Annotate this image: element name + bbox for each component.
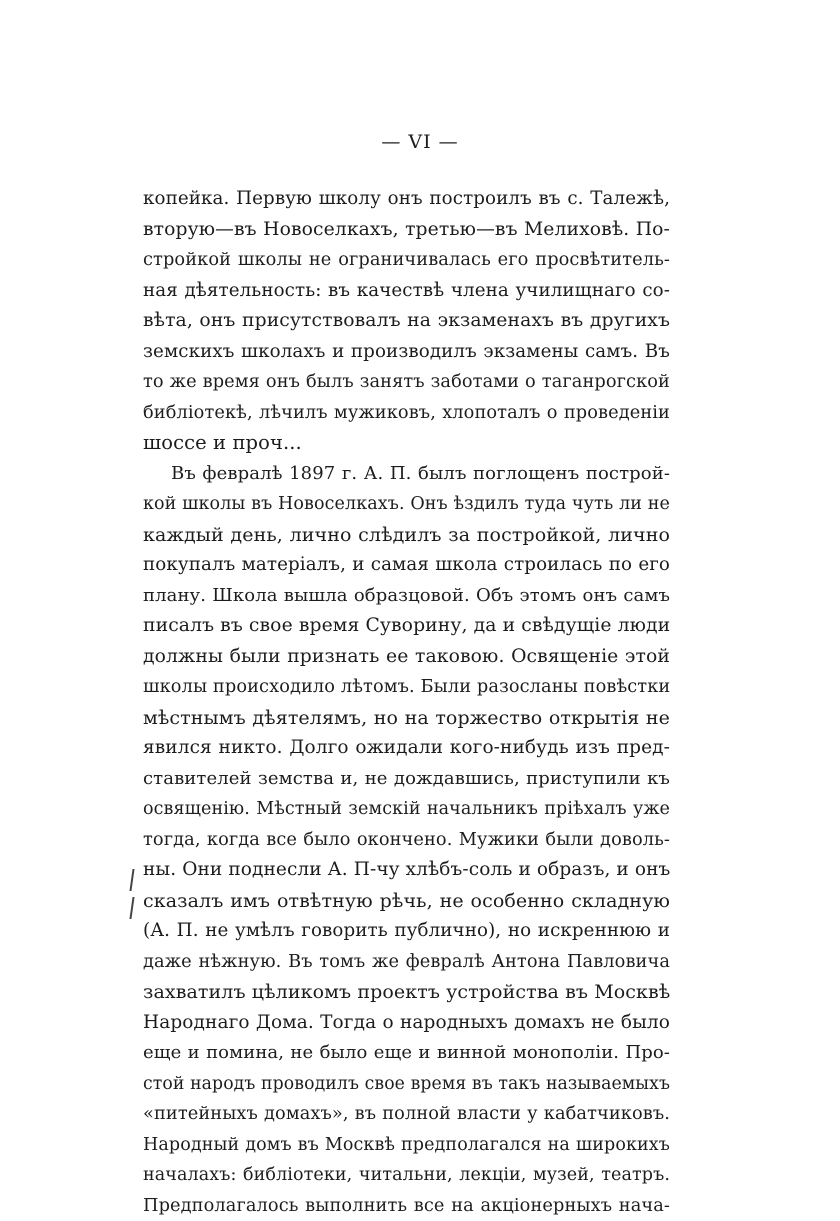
- text-line: библіотекѣ, лѣчилъ мужиковъ, хлопоталъ о проведеніи: [143, 398, 670, 429]
- text-line: Народный домъ въ Москвѣ предполагался на широкихъ: [143, 1130, 670, 1161]
- text-line: стройкой школы не ограничивалась его просвѣтитель-: [143, 245, 670, 276]
- text-line: покупалъ матеріалъ, и самая школа строилась по его: [143, 550, 670, 581]
- margin-mark-lower: [129, 897, 134, 919]
- text-line: освященію. Мѣстный земскій начальникъ пріѣхалъ уже: [143, 794, 670, 825]
- text-line: школы происходило лѣтомъ. Были разосланы повѣстки: [143, 672, 670, 703]
- text-line: ставителей земства и, не дождавшись, приступили къ: [143, 764, 670, 795]
- text-line: началахъ: библіотеки, читальни, лекціи, музей, театръ.: [143, 1160, 670, 1191]
- text-line: должны были признать ее таковою. Освященіе этой: [143, 642, 670, 673]
- text-line: ная дѣятельность: въ качествѣ члена училищнаго со-: [143, 276, 670, 307]
- text-line: даже нѣжную. Въ томъ же февралѣ Антона Павловича: [143, 947, 670, 978]
- text-line: копейка. Первую школу онъ построилъ въ с. Талежѣ,: [143, 184, 670, 215]
- text-line: то же время онъ былъ занятъ заботами о таганрогской: [143, 367, 670, 398]
- text-line: земскихъ школахъ и производилъ экзамены самъ. Въ: [143, 337, 670, 368]
- text-line: еще и помина, не было еще и винной монополіи. Про-: [143, 1038, 670, 1069]
- text-line: шоссе и проч...: [143, 428, 670, 459]
- text-line: вѣта, онъ присутствовалъ на экзаменахъ въ другихъ: [143, 306, 670, 337]
- text-line: вторую—въ Новоселкахъ, третью—въ Мелиховѣ. По-: [143, 215, 670, 246]
- text-line: захватилъ цѣликомъ проектъ устройства въ Москвѣ: [143, 977, 670, 1008]
- text-line: писалъ въ свое время Суворину, да и свѣдущіе люди: [143, 611, 670, 642]
- text-line: стой народъ проводилъ свое время въ такъ называемыхъ: [143, 1069, 670, 1100]
- text-line: (А. П. не умѣлъ говорить публично), но искреннюю и: [143, 916, 670, 947]
- text-line: мѣстнымъ дѣятелямъ, но на торжество открытія не: [143, 703, 670, 734]
- text-line: кой школы въ Новоселкахъ. Онъ ѣздилъ туда чуть ли не: [143, 489, 670, 520]
- text-line: сказалъ имъ отвѣтную рѣчь, не особенно складную: [143, 886, 670, 917]
- text-line: «питейныхъ домахъ», въ полной власти у кабатчиковъ.: [143, 1099, 670, 1130]
- text-line: Предполагалось выполнить все на акціонерныхъ нача-: [143, 1191, 670, 1221]
- text-line: тогда, когда все было окончено. Мужики были доволь-: [143, 825, 670, 856]
- body-text: [143, 184, 670, 1221]
- text-line: каждый день, лично слѣдилъ за постройкой, лично: [143, 520, 670, 551]
- text-line: явился никто. Долго ожидали кого-нибудь изъ пред-: [143, 733, 670, 764]
- text-line: Въ февралѣ 1897 г. А. П. былъ поглощенъ построй-: [143, 459, 670, 490]
- page-number: — VI —: [0, 131, 840, 153]
- text-line: Народнаго Дома. Тогда о народныхъ домахъ не было: [143, 1008, 670, 1039]
- margin-mark-upper: [129, 869, 134, 891]
- text-line: плану. Школа вышла образцовой. Объ этомъ онъ самъ: [143, 581, 670, 612]
- text-line: ны. Они поднесли А. П-чу хлѣбъ-соль и образъ, и онъ: [143, 855, 670, 886]
